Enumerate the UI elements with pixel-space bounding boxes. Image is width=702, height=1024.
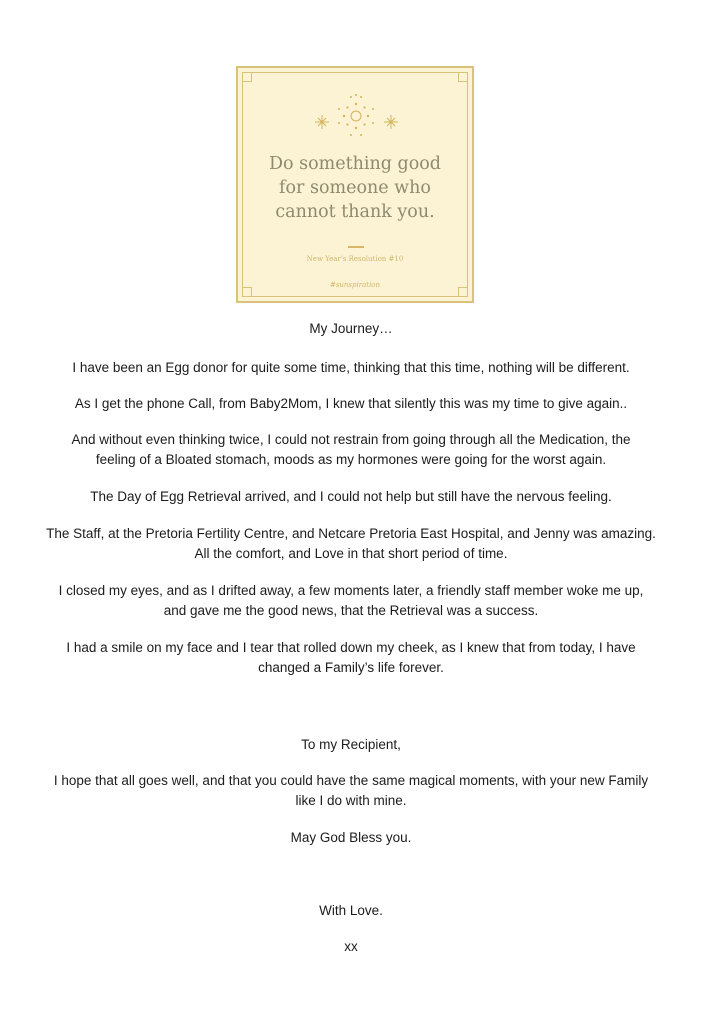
paragraph-line: and gave me the good news, that the Retrieval was a success. bbox=[163, 603, 539, 618]
quote-line: for someone who bbox=[279, 178, 431, 198]
paragraph bbox=[24, 358, 678, 378]
signoff: xx bbox=[344, 939, 358, 954]
letter-heading: My Journey… bbox=[309, 321, 393, 336]
paragraph-line: The Day of Egg Retrieval arrived, and I could not help but still have the nervous feeling. bbox=[90, 489, 612, 504]
paragraph-line: feeling of a Bloated stomach, moods as my hormones were going for the worst again. bbox=[95, 452, 607, 467]
quote-hashtag: #sunspiration bbox=[329, 281, 381, 289]
quote-line: Do something good bbox=[268, 154, 441, 174]
frame-corner bbox=[242, 72, 252, 82]
paragraph bbox=[24, 581, 678, 621]
paragraph-line: I hope that all goes well, and that you could have the same magical moments, with your new Family bbox=[53, 773, 649, 788]
paragraph bbox=[24, 394, 678, 414]
paragraph-line: like I do with mine. bbox=[295, 793, 407, 808]
paragraph bbox=[24, 524, 678, 564]
frame-corner bbox=[458, 72, 468, 82]
quote-divider bbox=[348, 246, 364, 248]
paragraph bbox=[24, 487, 678, 507]
paragraph bbox=[24, 638, 678, 678]
quote-text bbox=[238, 152, 472, 224]
paragraph bbox=[24, 771, 678, 811]
paragraph-line: I have been an Egg donor for quite some time, thinking that this time, nothing will be different. bbox=[72, 360, 630, 375]
paragraph-line: And without even thinking twice, I could not restrain from going through all the Medication, the bbox=[71, 432, 631, 447]
quote-subtitle: New Year's Resolution #10 bbox=[306, 255, 404, 263]
paragraph-line: I had a smile on my face and I tear that rolled down my cheek, as I knew that from today, I have bbox=[66, 640, 636, 655]
quote-card-image bbox=[236, 66, 474, 303]
paragraph-line: All the comfort, and Love in that short period of time. bbox=[194, 546, 508, 561]
closing: With Love. bbox=[319, 903, 383, 918]
paragraph bbox=[24, 430, 678, 470]
sunburst-ornament-icon bbox=[238, 94, 472, 138]
paragraph-line: I closed my eyes, and as I drifted away, a few moments later, a friendly staff member woke me up, bbox=[58, 583, 644, 598]
blessing: May God Bless you. bbox=[290, 830, 412, 845]
paragraph-line: As I get the phone Call, from Baby2Mom, I knew that silently this was my time to give again.. bbox=[74, 396, 628, 411]
paragraph-line: changed a Family’s life forever. bbox=[258, 660, 444, 675]
quote-line: cannot thank you. bbox=[275, 202, 435, 222]
recipient-greeting: To my Recipient, bbox=[301, 737, 401, 752]
paragraph-line: The Staff, at the Pretoria Fertility Centre, and Netcare Pretoria East Hospital, and Jenny was amazing. bbox=[46, 526, 656, 541]
